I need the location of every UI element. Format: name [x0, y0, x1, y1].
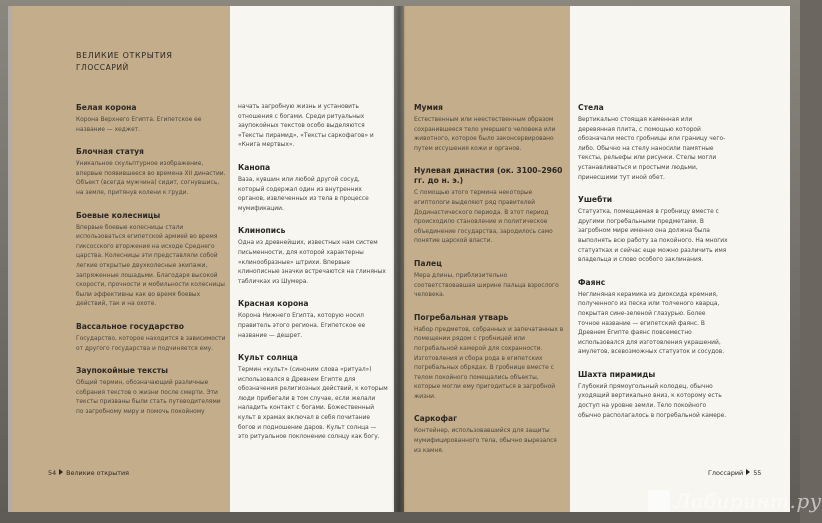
right-folio	[708, 469, 761, 477]
entry-term: Клинопись	[238, 226, 286, 236]
glossary-entry	[238, 226, 388, 287]
left-column-2	[238, 103, 388, 455]
entry-text: Контейнер, использовавшийся для защиты мумифицированного тела, обычно вырезался из камня.	[414, 428, 557, 454]
entry-term: Саркофаг	[414, 414, 458, 424]
arrow-right-icon	[59, 469, 63, 475]
glossary-entry	[578, 370, 728, 421]
entry-text: Уникальное скульптурное изображение, впервые появившееся во времена XII династии. Объект (всегда мужчина) сидит, согнувшись, на земле, притянув колени к груди.	[76, 161, 226, 196]
entry-text: Впервые боевые колесницы стали использоваться египетской армией во время гиксосского вторжения на исходе Среднего царства. Колесницы эти представляли собой легкие открытые двухколесные экипажи, запряженные лошадьми. Благодаря высокой скорости, прочности и мобильности колесницы были эффективны как во время боевых действий, так и на охоте.	[76, 224, 225, 308]
entry-term: Заупокойные тексты	[76, 366, 169, 376]
right-column-2	[578, 103, 728, 433]
entry-term: Красная корона	[238, 299, 309, 309]
entry-text: Естественным или неестественным образом сохранившееся тело умершего человека или животного, которое было законсервировано путем иссушения кожи и органов.	[414, 117, 556, 152]
entry-text: Статуэтка, помещаемая в гробницу вместе с другими погребальными предметами. В загробном мире именно она должна была выполнять всю работу за покойного. На многих статуэтках и сейчас еще можно различить имя владельца и слово особого заклинания.	[578, 209, 728, 264]
page-title	[76, 50, 173, 74]
glossary-entry	[578, 195, 728, 266]
left-page	[8, 6, 394, 512]
entry-term: Мумия	[414, 103, 443, 112]
glossary-entry	[238, 353, 388, 443]
arrow-right-icon	[746, 469, 750, 475]
entry-term: Шахта пирамиды	[578, 369, 656, 379]
left-column-1	[76, 103, 226, 429]
entry-text: Глубокий прямоугольный колодец, обычно уходящий вертикально вниз, к которому есть доступ на уровне земли. Тело покойного обычно располагалось в погребальной камере.	[578, 383, 727, 419]
entry-term: Вассальное государство	[76, 321, 184, 331]
watermark	[648, 487, 822, 517]
glossary-entry	[76, 211, 226, 310]
entry-text: Корона Верхнего Египта. Египетское ее название — хеджет.	[76, 117, 202, 133]
glossary-entry	[578, 278, 728, 358]
entry-text: Неглиняная керамика из диоксида кремния, полученного из песка или толченого кварца, покрытая сине-зеленой глазурью. Более точное название — египетский фаянс. В Древнем Египте фаянс повсеместно использовался для изготовления украшений, амулетов, всевозможных статуэток и сосудов.	[578, 291, 725, 356]
page-edge	[8, 6, 14, 512]
entry-text: начать загробную жизнь и установить отношения с богами. Среди ритуальных заупокойных текстов особо выделяются «Тексты пирамид», «Тексты саркофагов» и «Книга мертвых».	[238, 104, 374, 149]
watermark-text: Лабиринт.ру	[674, 489, 822, 513]
glossary-entry	[76, 366, 226, 417]
glossary-entry	[414, 166, 564, 247]
entry-text: Ваза, кувшин или любой другой сосуд, который содержал один из внутренних органов, извлеченных из тела в процессе мумификации.	[238, 176, 369, 212]
labirint-logo-icon	[648, 490, 670, 512]
section-label: Великие открытия	[66, 469, 129, 477]
glossary-entry	[76, 103, 226, 135]
glossary-entry	[76, 322, 226, 354]
entry-text: Вертикально стоящая каменная или деревянная плита, с помощью которой обозначали место гробницы или границу чего-либо. Обычно на стелу наносили памятные тексты, рельефы или рисунки. Стелы могли устанавливаться и простыми людьми, принесшими тут иной обет.	[578, 117, 726, 181]
entry-term: Блочная статуя	[76, 147, 144, 157]
entry-term: Палец	[414, 258, 442, 268]
entry-text: Термин «культ» (синоним слова «ритуал») использовался в Древнем Египте для обозначения религиозных действий, к которым люди прибегали в том случае, если желали наладить контакт с богами. Божественный культ в храмах включал в себя почитание богов и подношение даров. Культ солнца — это ритуальное поклонение солнцу как богу.	[238, 367, 388, 441]
glossary-entry	[238, 103, 388, 151]
section-label: Глоссарий	[708, 469, 744, 477]
glossary-entry	[238, 163, 388, 214]
glossary-entry	[76, 147, 226, 198]
entry-text: Государство, которое находится в зависимости от другого государства и подчиняется ему.	[76, 335, 226, 352]
glossary-entry	[414, 313, 564, 403]
entry-term: Фаянс	[578, 277, 606, 287]
entry-text: С помощью этого термина некоторые египтологи выделяют ряд правителей Додинастического периода. В этот период происходило становление и политическое объединение государства, зародилось само понятие царской власти.	[414, 190, 553, 245]
entry-term: Нулевая династия (ок. 3100–2960 гг. до н. э.)	[414, 166, 563, 186]
title-line-2: ГЛОССАРИЙ	[76, 63, 129, 72]
entry-term: Белая корона	[76, 103, 137, 112]
entry-text: Набор предметов, собранных и запечатанных в помещении рядом с гробницей или погребальной камерой для сохранности. Изготовления и сбора рода в египетских погребальных обрядах. В гробнице вместе с телом покойного помещались объекты, которые могли ему пригодиться в загробной жизни.	[414, 326, 564, 400]
page-number: 55	[753, 469, 762, 477]
entry-term: Культ солнца	[238, 353, 298, 363]
title-line-1: ВЕЛИКИЕ ОТКРЫТИЯ	[76, 51, 173, 60]
entry-term: Ушебти	[578, 195, 613, 205]
entry-text: Общий термин, обозначающий различные собрания текстов о жизни после смерти. Эти тексты призваны были стать путеводителями по загробному миру и помочь покойному	[76, 380, 221, 415]
glossary-entry	[578, 103, 728, 183]
left-folio	[48, 469, 129, 477]
page-number: 54	[48, 469, 57, 477]
book-gutter	[392, 6, 406, 512]
glossary-entry	[414, 259, 564, 301]
entry-term: Канопа	[238, 162, 271, 172]
right-column-1	[414, 103, 564, 468]
entry-text: Мера длины, приблизительно соответствовавшая ширине пальца взрослого человека.	[414, 272, 559, 299]
glossary-entry	[414, 414, 564, 456]
entry-term: Погребальная утварь	[414, 312, 509, 322]
entry-term: Боевые колесницы	[76, 210, 161, 220]
entry-text: Корона Нижнего Египта, которую носил правитель этого региона. Египетское ее название — дешрет.	[238, 313, 366, 339]
glossary-entry	[414, 103, 564, 154]
entry-term: Стела	[578, 103, 604, 112]
entry-text: Одна из древнейших, известных нам систем письменности, для которой характерны «клинообразные» штрихи. Впервые клинописные значки встречаются на глиняных табличках из Шумера.	[238, 240, 386, 285]
right-page	[404, 6, 790, 512]
glossary-entry	[238, 299, 388, 341]
